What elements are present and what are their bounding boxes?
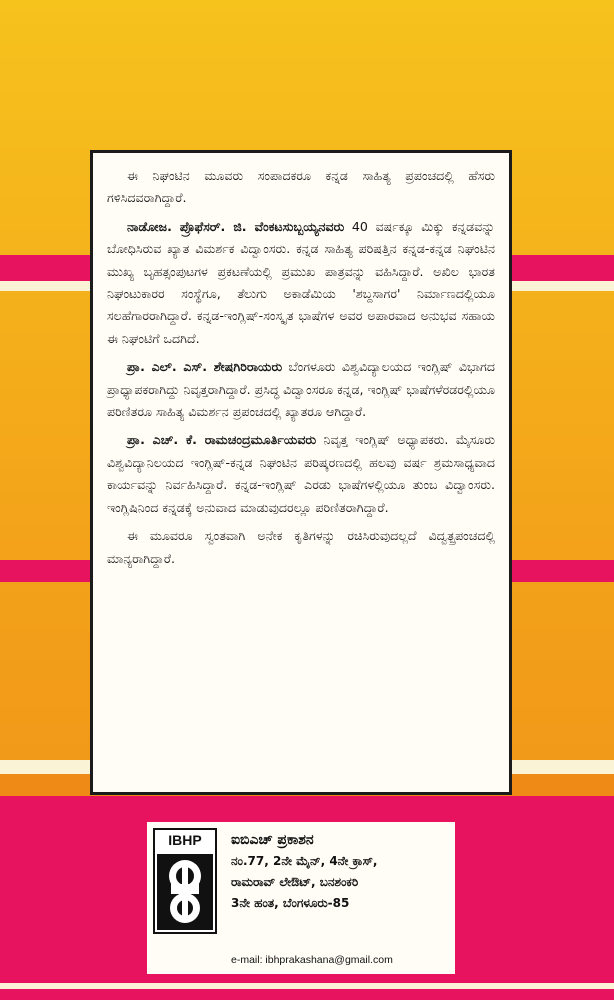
editor-3-bio: ನಿವೃತ್ತ ಇಂಗ್ಲಿಷ್ ಅಧ್ಯಾಪಕರು. ಮೈಸೂರು ವಿಶ್ವವಿದ್ಯಾನಿಲಯದ ಇಂಗ್ಲಿಷ್-ಕನ್ನಡ ನಿಘಂಟಿನ ಪರಿಷ್ಕರಣದಲ್ಲಿ ಹಲವು ವರ್ಷ ಶ್ರಮಸಾಧ್ಯವಾದ ಕಾರ್ಯವನ್ನು ನಿರ್ವಹಿಸಿದ್ದಾರೆ. ಕನ್ನಡ-ಇಂಗ್ಲಿಷ್ ಎರಡು ಭಾಷೆಗಳಲ್ಲಿಯೂ ತುಂಬ ವಿದ್ವಾಂಸರು. ಇಂಗ್ಲಿಷಿನಿಂದ ಕನ್ನಡಕ್ಕೆ ಅನುವಾದ ಮಾಡುವುದರಲ್ಲೂ ಪರಿಣಿತರಾಗಿದ್ದಾರೆ. bbox=[107, 432, 496, 515]
bottom-white-stripe bbox=[0, 983, 614, 989]
editor-3-paragraph bbox=[107, 429, 495, 519]
intro-paragraph: ಈ ನಿಘಂಟಿನ ಮೂವರು ಸಂಪಾದಕರೂ ಕನ್ನಡ ಸಾಹಿತ್ಯ ಪ್ರಪಂಚದಲ್ಲಿ ಹೆಸರು ಗಳಿಸಿದವರಾಗಿದ್ದಾರೆ. bbox=[107, 168, 495, 206]
editor-2-name: ಪ್ರಾ. ಎಲ್. ಎಸ್. ಶೇಷಗಿರಿರಾಯರು bbox=[127, 359, 283, 375]
publisher-logo-text: IBHP bbox=[168, 832, 202, 848]
publisher-name: ಐಬಿಎಚ್ ಪ್ರಕಾಶನ bbox=[231, 832, 314, 848]
publisher-email: e-mail: ibhprakashana@gmail.com bbox=[231, 954, 393, 966]
editor-1-name: ನಾಡೋಜ. ಪ್ರೊಫೆಸರ್. ಜಿ. ವೆಂಕಟಸುಬ್ಬಯ್ಯನವರು bbox=[127, 218, 345, 234]
publisher-logo bbox=[153, 828, 217, 934]
publisher-details bbox=[231, 832, 447, 915]
editor-2-paragraph bbox=[107, 356, 495, 423]
editor-1-bio: 40 ವರ್ಷಕ್ಕೂ ಮಿಕ್ಕು ಕನ್ನಡವನ್ನು ಬೋಧಿಸಿರುವ ಖ್ಯಾತ ವಿಮರ್ಶಕ ವಿದ್ವಾಂಸರು. ಕನ್ನಡ ಸಾಹಿತ್ಯ ಪರಿಷತ್ತಿನ ಕನ್ನಡ-ಕನ್ನಡ ನಿಘಂಟಿನ ಮುಖ್ಯ ಬೃಹತ್ಸಂಪುಟಗಳ ಪ್ರಕಟಣೆಯಲ್ಲಿ ಪ್ರಮುಖ ಪಾತ್ರವನ್ನು ವಹಿಸಿದ್ದಾರೆ. ಅಖಿಲ ಭಾರತ ನಿಘಂಟುಕಾರರ ಸಂಸ್ಥೆಗೂ, ತೆಲುಗು ಅಕಾಡೆಮಿಯ 'ಶಬ್ದಸಾಗರ' ನಿರ್ಮಾಣದಲ್ಲಿಯೂ ಸಲಹೆಗಾರರಾಗಿದ್ದಾರೆ. ಕನ್ನಡ-ಇಂಗ್ಲಿಷ್-ಸಂಸ್ಕೃತ ಭಾಷೆಗಳ ಅವರ ಅಪಾರವಾದ ಅನುಭವ ಸಹಾಯ ಈ ನಿಘಂಟಿಗೆ ಒದಗಿದೆ. bbox=[107, 218, 495, 346]
closing-paragraph: ಈ ಮೂವರೂ ಸ್ವಂತವಾಗಿ ಅನೇಕ ಕೃತಿಗಳನ್ನು ರಚಿಸಿರುವುದಲ್ಲದೆ ವಿದ್ವತ್ಪ್ರಪಂಚದಲ್ಲಿ ಮಾನ್ಯರಾಗಿದ್ದಾರೆ. bbox=[107, 528, 495, 566]
publisher-address-line-3: 3ನೇ ಹಂತ, ಬೆಂಗಳೂರು-85 bbox=[231, 896, 350, 910]
publisher-address-line-1: ನಂ.77, 2ನೇ ಮೈನ್, 4ನೇ ಕ್ರಾಸ್, bbox=[231, 854, 378, 868]
editor-3-name: ಪ್ರಾ. ಎಚ್. ಕೆ. ರಾಮಚಂದ್ರಮೂರ್ತಿಯವರು bbox=[127, 432, 317, 448]
back-cover-text-panel bbox=[90, 150, 512, 795]
publisher-box bbox=[147, 822, 455, 974]
publisher-emblem-icon bbox=[157, 854, 213, 930]
publisher-address-line-2: ರಾಮರಾವ್ ಲೇಔಟ್, ಬನಶಂಕರಿ bbox=[231, 875, 359, 889]
editor-1-paragraph bbox=[107, 216, 495, 350]
editor-2-bio: ಬೆಂಗಳೂರು ವಿಶ್ವವಿದ್ಯಾಲಯದ ಇಂಗ್ಲಿಷ್ ವಿಭಾಗದ ಪ್ರಾಧ್ಯಾಪಕರಾಗಿದ್ದು ನಿವೃತ್ತರಾಗಿದ್ದಾರೆ. ಪ್ರಸಿದ್ಧ ವಿದ್ವಾಂಸರೂ ಕನ್ನಡ, ಇಂಗ್ಲಿಷ್ ಭಾಷೆಗಳೆರಡರಲ್ಲಿಯೂ ಪರಿಣಿತರೂ ಸಾಹಿತ್ಯ ವಿಮರ್ಶನ ಪ್ರಪಂಚದಲ್ಲಿ ಖ್ಯಾತರೂ ಆಗಿದ್ದಾರೆ. bbox=[107, 359, 495, 420]
